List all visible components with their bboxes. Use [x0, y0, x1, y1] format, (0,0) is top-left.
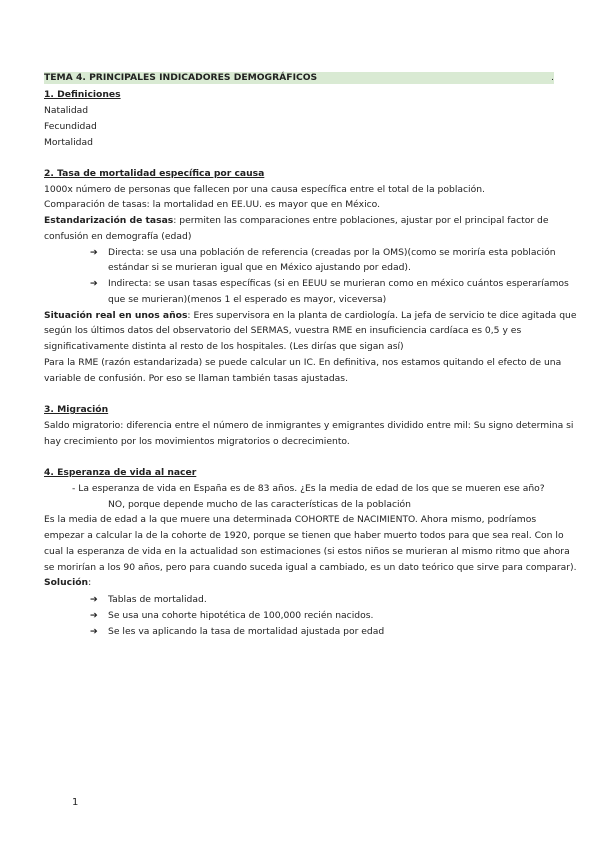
standardization-line [44, 215, 549, 227]
paragraph-line: Comparación de tasas: la mortalidad en EE.UU. es mayor que en México. [44, 199, 381, 210]
solution-bullet: Se les va aplicando la tasa de mortalidad ajustada por edad [108, 626, 385, 637]
paragraph-line: cual la esperanza de vida en la actualidad son estimaciones (si estos niños se murieran al mismo ritmo que ahora [44, 546, 570, 557]
document-title: TEMA 4. PRINCIPALES INDICADORES DEMOGRÁFICOS [44, 72, 318, 83]
solution-line [44, 577, 91, 589]
paragraph-line: según los últimos datos del observatorio del SERMAS, vuestra RME en insuficiencia cardíaca es 0,5 y es [44, 325, 522, 336]
paragraph-line: se morirían a los 90 años, pero para cuando suceda igual a cambiado, es un dato teórico que sirve para comparar). [44, 562, 577, 573]
question-line: - La esperanza de vida en España es de 83 años. ¿Es la media de edad de los que se mueren ese año? [72, 483, 545, 494]
section-3-heading: 3. Migración [44, 404, 109, 415]
paragraph-line: variable de confusión. Por eso se llaman también tasas ajustadas. [44, 373, 349, 384]
paragraph-line: Para la RME (razón estandarizada) se puede calcular un IC. En definitiva, nos estamos quitando el efecto de una [44, 357, 562, 368]
definition-item: Fecundidad [44, 121, 97, 132]
paragraph-line: significativamente distinta al resto de los hospitales. (Les dirías que sigan así) [44, 341, 404, 352]
situation-term: Situación real en unos años [44, 310, 188, 321]
page-number: 1 [72, 797, 79, 808]
definition-item: Natalidad [44, 105, 89, 116]
situation-line [44, 310, 577, 322]
arrow-bullet-icon: ➔ [90, 278, 98, 289]
paragraph-line: confusión en demografía (edad) [44, 231, 192, 242]
section-1-heading: 1. Definiciones [44, 89, 121, 100]
answer-line: NO, porque depende mucho de las características de la población [108, 499, 411, 510]
arrow-bullet-icon: ➔ [90, 247, 98, 258]
bullet-indirect-cont: que se murieran)(menos 1 el esperado es mayor, viceversa) [108, 294, 387, 305]
situation-text: : Eres supervisora en la planta de cardiología. La jefa de servicio te dice agitada que [187, 310, 577, 321]
paragraph-line: 1000x número de personas que fallecen por una causa específica entre el total de la población. [44, 184, 485, 195]
bullet-direct-cont: estándar si se murieran igual que en México ajustando por edad). [108, 262, 411, 273]
paragraph-line: Es la media de edad a la que muere una determinada COHORTE de NACIMIENTO. Ahora mismo, podríamos [44, 514, 537, 525]
paragraph-line: empezar a calcular la de la cohorte de 1920, porque se tienen que haber muerto todos para que sea real. Con lo [44, 530, 564, 541]
standardization-text: : permiten las comparaciones entre poblaciones, ajustar por el principal factor de [173, 215, 549, 226]
bullet-indirect: Indirecta: se usan tasas específicas (si en EEUU se murieran como en méxico cuántos esperaríamos [108, 278, 569, 289]
section-2-heading: 2. Tasa de mortalidad específica por causa [44, 168, 265, 179]
arrow-bullet-icon: ➔ [90, 594, 98, 605]
definition-item: Mortalidad [44, 137, 93, 148]
solution-bullet: Tablas de mortalidad. [108, 594, 207, 605]
standardization-term: Estandarización de tasas [44, 215, 174, 226]
solution-bullet: Se usa una cohorte hipotética de 100,000 recién nacidos. [108, 610, 374, 621]
arrow-bullet-icon: ➔ [90, 626, 98, 637]
solution-colon: : [88, 577, 92, 588]
solution-term: Solución [44, 577, 89, 588]
paragraph-line: hay crecimiento por los movimientos migratorios o decrecimiento. [44, 436, 350, 447]
title-dot: . [551, 72, 554, 83]
section-4-heading: 4. Esperanza de vida al nacer [44, 467, 197, 478]
bullet-direct: Directa: se usa una población de referencia (creadas por la OMS)(como se moriría esta población [108, 247, 556, 258]
paragraph-line: Saldo migratorio: diferencia entre el número de inmigrantes y emigrantes dividido entre mil: Su signo determina si [44, 420, 574, 431]
arrow-bullet-icon: ➔ [90, 610, 98, 621]
